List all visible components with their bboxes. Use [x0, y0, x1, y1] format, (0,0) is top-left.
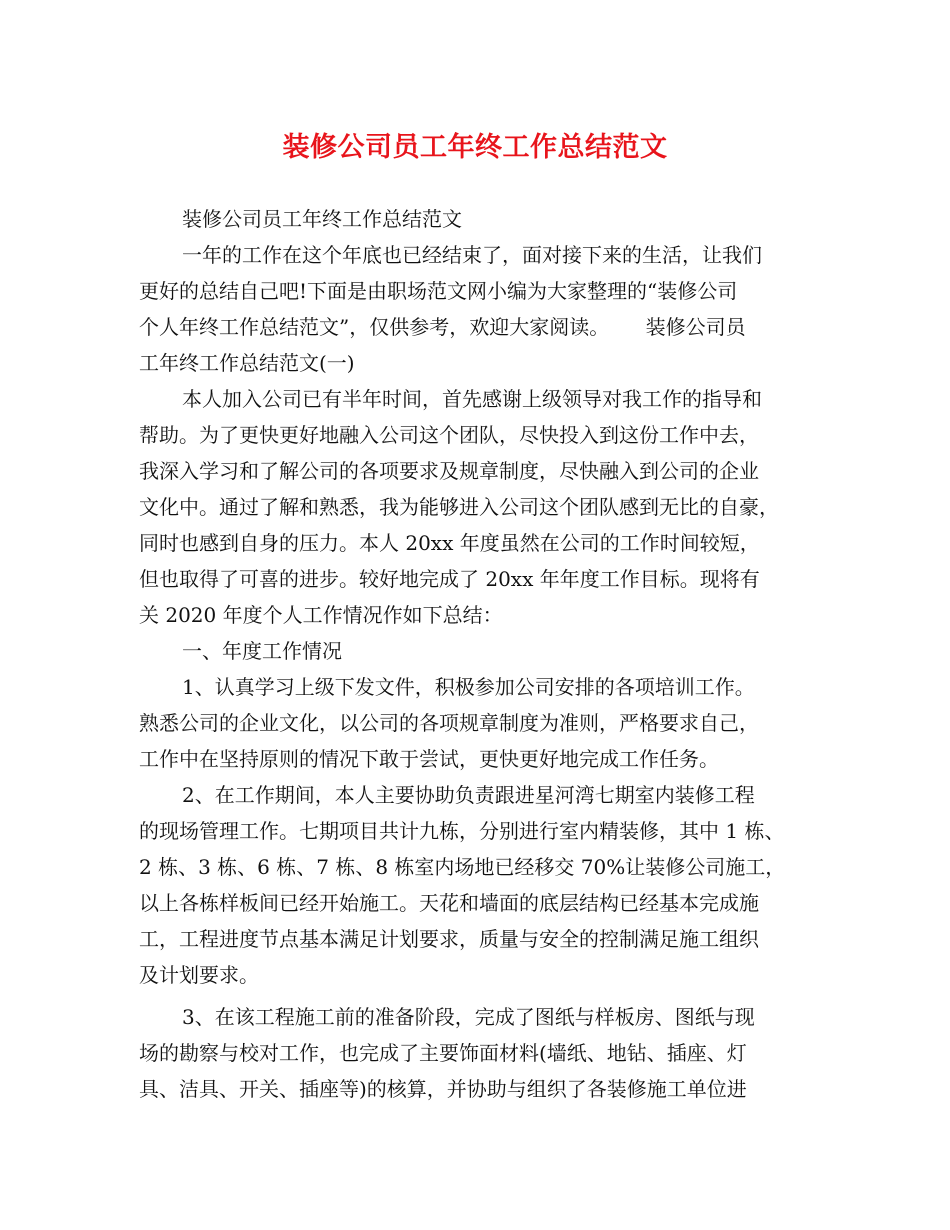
- text-line: 本人加入公司已有半年时间，首先感谢上级领导对我工作的指导和: [182, 387, 762, 411]
- text-line: 熟悉公司的企业文化，以公司的各项规章制度为准则，严格要求自己，: [139, 711, 759, 735]
- text-line: 场的勘察与校对工作，也完成了主要饰面材料(墙纸、地钻、插座、灯: [139, 1041, 747, 1065]
- text-line: 1、认真学习上级下发文件，积极参加公司安排的各项培训工作。: [182, 675, 755, 699]
- text-line: 2 栋、3 栋、6 栋、7 栋、8 栋室内场地已经移交 70%让装修公司施工，: [139, 855, 786, 879]
- document-title: 装修公司员工年终工作总结范文: [282, 132, 668, 163]
- text-line: 文化中。通过了解和熟悉，我为能够进入公司这个团队感到无比的自豪，: [139, 495, 779, 519]
- text-line: 2、在工作期间，本人主要协助负责跟进星河湾七期室内装修工程: [182, 783, 755, 807]
- text-line: 个人年终工作总结范文”，仅供参考，欢迎大家阅读。 装修公司员: [139, 315, 746, 339]
- text-line: 但也取得了可喜的进步。较好地完成了 20xx 年年度工作目标。现将有: [139, 567, 760, 591]
- text-line: 工作中在坚持原则的情况下敢于尝试，更快更好地完成工作任务。: [139, 747, 719, 771]
- text-line: 我深入学习和了解公司的各项要求及规章制度，尽快融入到公司的企业: [139, 459, 759, 483]
- text-line: 的现场管理工作。七期项目共计九栋，分别进行室内精装修，其中 1 栋、: [139, 819, 785, 843]
- text-line: 工年终工作总结范文(一): [139, 351, 355, 375]
- text-line: 一年的工作在这个年底也已经结束了，面对接下来的生活，让我们: [182, 243, 762, 267]
- text-line: 具、洁具、开关、插座等)的核算，并协助与组织了各装修施工单位进: [139, 1077, 747, 1101]
- text-line: 3、在该工程施工前的准备阶段，完成了图纸与样板房、图纸与现: [182, 1005, 755, 1029]
- section-heading: 一、年度工作情况: [182, 639, 342, 663]
- text-line: 工，工程进度节点基本满足计划要求，质量与安全的控制满足施工组织: [139, 927, 759, 951]
- text-line: 及计划要求。: [139, 963, 259, 987]
- text-line: 同时也感到自身的压力。本人 20xx 年度虽然在公司的工作时间较短，: [139, 531, 760, 555]
- text-line: 关 2020 年度个人工作情况作如下总结：: [139, 603, 503, 627]
- subtitle-line: 装修公司员工年终工作总结范文: [182, 207, 462, 231]
- text-line: 帮助。为了更快更好地融入公司这个团队，尽快投入到这份工作中去，: [139, 423, 759, 447]
- text-line: 更好的总结自己吧!下面是由职场范文网小编为大家整理的“装修公司: [139, 279, 738, 303]
- text-line: 以上各栋样板间已经开始施工。天花和墙面的底层结构已经基本完成施: [139, 891, 759, 915]
